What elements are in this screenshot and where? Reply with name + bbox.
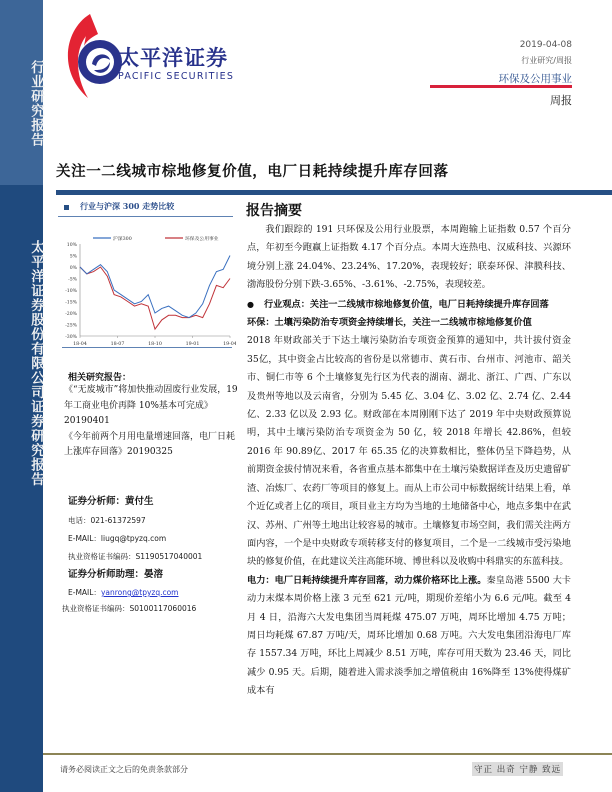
svg-text:沪深300: 沪深300 (113, 237, 132, 242)
svg-text:环保及公用事业: 环保及公用事业 (185, 237, 219, 242)
svg-text:-10%: -10% (65, 289, 77, 294)
sidebar-report-category: 行业研究报告 (28, 60, 44, 147)
svg-text:19-01: 19-01 (185, 342, 200, 347)
svg-text:19-04: 19-04 (223, 342, 236, 347)
related-reports-list (64, 383, 242, 461)
square-bullet-icon (64, 205, 69, 210)
power-heading: 电力：电厂日耗持续提升库存回落，动力煤价格环比上涨。 (247, 574, 487, 586)
abstract-heading: 报告摘要 (246, 203, 302, 219)
sidebar-company-label: 太平洋证券股份有限公司证券研究报告 (28, 240, 44, 487)
title-divider (56, 190, 612, 195)
svg-text:10%: 10% (66, 243, 77, 248)
svg-text:18-04: 18-04 (73, 342, 87, 347)
svg-text:5%: 5% (69, 254, 77, 260)
footer-motto: 守正 出奇 宁静 致远 (472, 762, 563, 776)
analyst-phone: 电话：021-61372597 (68, 516, 146, 525)
logo-chinese-name: 太平洋证券 (118, 46, 228, 70)
assistant-cert: 执业资格证书编码：S0100117060016 (62, 604, 197, 613)
power-text: 秦皇岛港 5500 大卡动力末煤本周价格上涨 3 元至 621 元/吨，期现价差缩小为 6.6 元/吨。截至 4 月 4 日，沿海六大发电集团当周耗煤 475.07 万吨，周环比增加 4.75 万吨；周日均耗煤 67.87 万吨/天，周环比增加 0.68 万吨。六大发电集团沿海电厂库存 1557.34 万吨，环比上周减少 8.51 万吨，库存可用天数为 23.46 天，同比减少 0.95 天。后期，随着进入需求淡季加之增值税由 16%降至 13%使得煤矿成本有 (247, 574, 571, 697)
performance-paragraph: 我们跟踪的 191 只环保及公用行业股票，本周跑输上证指数 0.57 个百分点，年初至今跑赢上证指数 4.17 个百分点。本周大连热电、汉威科技、兴源环境分别上涨 24.04%、23.24%、17.20%，表现较好；联泰环保、津膜科技、渤海股份分别下跌-3.65%、-3.61%、-2.75%，表现较差。 (247, 224, 571, 291)
analyst-cert: 执业资格证书编码：S1190517040001 (68, 552, 203, 561)
svg-text:18-10: 18-10 (148, 342, 162, 347)
svg-text:0%: 0% (69, 266, 77, 271)
svg-text:-15%: -15% (65, 300, 77, 306)
svg-text:-30%: -30% (65, 335, 77, 340)
environment-heading: 环保：土壤污染防治专项资金持续增长，关注一二线城市棕地修复价值 (247, 317, 532, 329)
related-report-item[interactable]: 《“无废城市”将加快推动固废行业发展，19 年工商业电价再降 10%基本可完成》20190401 (64, 385, 238, 426)
assistant-email-row (68, 587, 179, 598)
abstract-body (247, 221, 571, 701)
index-comparison-chart (58, 230, 236, 350)
chart-bottom-divider (62, 347, 232, 348)
analyst-email: E-MAIL：liugq@tpyzq.com (68, 534, 167, 543)
chart-section-label: 行业与沪深 300 走势比较 (80, 201, 175, 211)
svg-text:-25%: -25% (65, 323, 77, 329)
report-frequency: 周报 (550, 94, 572, 107)
header-divider (430, 85, 572, 88)
footer-disclaimer: 请务必阅读正文之后的免责条款部分 (60, 765, 188, 774)
assistant-email-label: E-MAIL： (68, 588, 101, 597)
analyst-name: 证券分析师：黄付生 (68, 496, 154, 507)
environment-paragraph: 2018 年财政部关于下达土壤污染防治专项资金预算的通知中，共计拔付资金 35亿，其中资金占比较高的省份是以常德市、黄石市、台州市、河池市、韶关市、铜仁市等 6 个土壤修复先行区为代表的湖南、湖北、浙江、广西、广东以及贵州等地以及云南省，分别为 5.45 亿、3.04 亿、3.02 亿、2.74 亿、2.44 亿、2.33 亿以及 2.93 亿。财政部在本周刚刚下达了 2019 年中央财政预算说明，其中土壤污染防治专项资金为 50 亿，较 2018 年增长 42.86%，但较 2016 年 90.89亿、2017 年 65.35 亿的决算数相比，整体仍呈下降趋势，从前期资金拔付情况来看，各省重点基本都集中在土壤污染数据详查及历史遗留矿渣、冶炼厂、农药厂等项目的修复上。而从上市公司中标数据统计结果上看，单个近亿或者上亿的项目，项目业主方均为当地的土地储备中心，地点多集中在武汉、苏州、广州等土地出让较容易的城市。土壤修复市场空间，我们需关注两方面内容，一个是中央财政专项转移支付的修复项目，二个是一二线城市受污染地块的修复价值，在此建议关注高能环境、博世科以及收购中科鼎实的东蓝科技。 (247, 335, 571, 568)
power-paragraph (247, 572, 571, 701)
industry-viewpoint: ● 行业观点：关注一二线城市棕地修复价值，电厂日耗持续提升库存回落 (247, 295, 571, 314)
chart-section-divider (58, 216, 233, 217)
page-title: 关注一二线城市棕地修复价值，电厂日耗持续提升库存回落 (56, 163, 449, 180)
footer-divider (43, 753, 612, 755)
assistant-email-link[interactable]: yanrong@tpyzq.com (100, 588, 179, 597)
report-date: 2019-04-08 (519, 40, 572, 50)
related-reports-heading: 相关研究报告： (68, 373, 132, 383)
svg-text:18-07: 18-07 (110, 342, 125, 347)
line-chart (58, 230, 236, 350)
logo-english-name: PACIFIC SECURITIES (118, 71, 235, 82)
assistant-name: 证券分析师助理：晏溶 (68, 569, 164, 580)
related-report-item[interactable]: 《今年前两个月用电量增速回落，电厂日耗上涨库存回落》20190325 (64, 431, 236, 457)
report-type: 行业研究/周报 (521, 56, 572, 65)
svg-text:-20%: -20% (65, 312, 77, 317)
report-sector: 环保及公用事业 (498, 73, 572, 85)
svg-text:-5%: -5% (68, 277, 77, 283)
